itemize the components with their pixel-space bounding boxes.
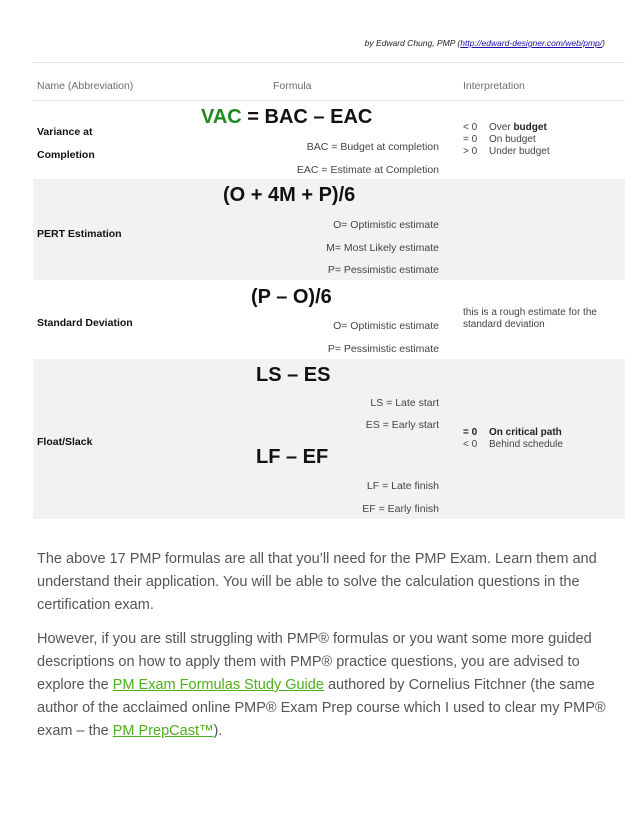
formula-float-sub3: LF = Late finish	[366, 480, 439, 492]
formula-pert-sub3: P= Pessimistic estimate	[327, 264, 439, 276]
formula-vac	[201, 106, 372, 129]
row-name-vac: Variance at Completion	[37, 126, 95, 161]
link-study-guide[interactable]: PM Exam Formulas Study Guide	[112, 677, 324, 693]
link-prepcast[interactable]: PM PrepCast™	[112, 723, 214, 739]
formula-vac-sub1: BAC = Budget at completion	[306, 141, 439, 153]
row-name-pert: PERT Estimation	[37, 228, 122, 240]
formula-sd: (P – O)/6	[251, 286, 332, 308]
credit-link[interactable]: http://edward-designer.com/web/pmp/	[460, 38, 603, 48]
interp-vac-line3: > 0 Under budget	[463, 146, 550, 157]
formula-sd-sub1: O= Optimistic estimate	[333, 320, 439, 332]
formula-float-sub1: LS = Late start	[370, 397, 439, 409]
header-formula: Formula	[273, 80, 312, 92]
formula-pert-sub1: O= Optimistic estimate	[333, 219, 439, 231]
paragraph-recommendation: However, if you are still struggling with PMP® formulas or you want some more guided descriptions on how to apply them with PMP® practice questions, you are advised to explore the PM Exam Formulas Study Guide authored by Cornelius Fitchner (the same author of the acclaimed online PMP® Exam Prep course which I used to clear my PMP® exam – the PM PrepCast™).	[37, 631, 606, 739]
formula-float-sub4: EF = Early finish	[362, 503, 439, 515]
header-name: Name (Abbreviation)	[37, 80, 134, 92]
credit-suffix: )	[602, 38, 605, 48]
interp-vac-line1: < 0 Over budget	[463, 122, 547, 133]
interp-float	[463, 427, 563, 451]
formula-pert: (O + 4M + P)/6	[223, 184, 356, 206]
interp-float-line2: < 0 Behind schedule	[463, 439, 563, 450]
row-name-sd: Standard Deviation	[37, 317, 133, 329]
interp-vac	[463, 122, 550, 158]
formula-vac-rhs: = BAC – EAC	[241, 106, 373, 128]
interp-sd: this is a rough estimate for the standard deviation	[463, 307, 597, 330]
formula-vac-sub2: EAC = Estimate at Completion	[296, 164, 439, 176]
author-credit	[365, 38, 605, 48]
interp-float-line1: = 0 On critical path	[463, 427, 562, 438]
header-interpretation: Interpretation	[463, 80, 525, 92]
table-row-float	[33, 359, 625, 519]
paragraph-summary: The above 17 PMP formulas are all that you’ll need for the PMP Exam. Learn them and understand their application. You will be able to solve the calculation questions in the certification exam.	[37, 551, 597, 613]
interp-vac-line2: = 0 On budget	[463, 134, 536, 145]
row-name-float: Float/Slack	[37, 436, 93, 448]
table-top-divider	[33, 62, 625, 63]
formula-pert-sub2: M= Most Likely estimate	[326, 242, 439, 254]
formula-float-sub2: ES = Early start	[365, 419, 439, 431]
formula-sd-sub2: P= Pessimistic estimate	[327, 343, 439, 355]
formula-vac-lhs: VAC	[201, 106, 242, 128]
table-row-sd	[33, 280, 625, 359]
formula-float-1: LS – ES	[256, 364, 331, 386]
formula-float-2: LF – EF	[256, 446, 329, 468]
table-row-pert	[33, 179, 625, 280]
table-row-vac	[33, 101, 625, 179]
credit-prefix: by Edward Chung, PMP (	[364, 38, 461, 48]
